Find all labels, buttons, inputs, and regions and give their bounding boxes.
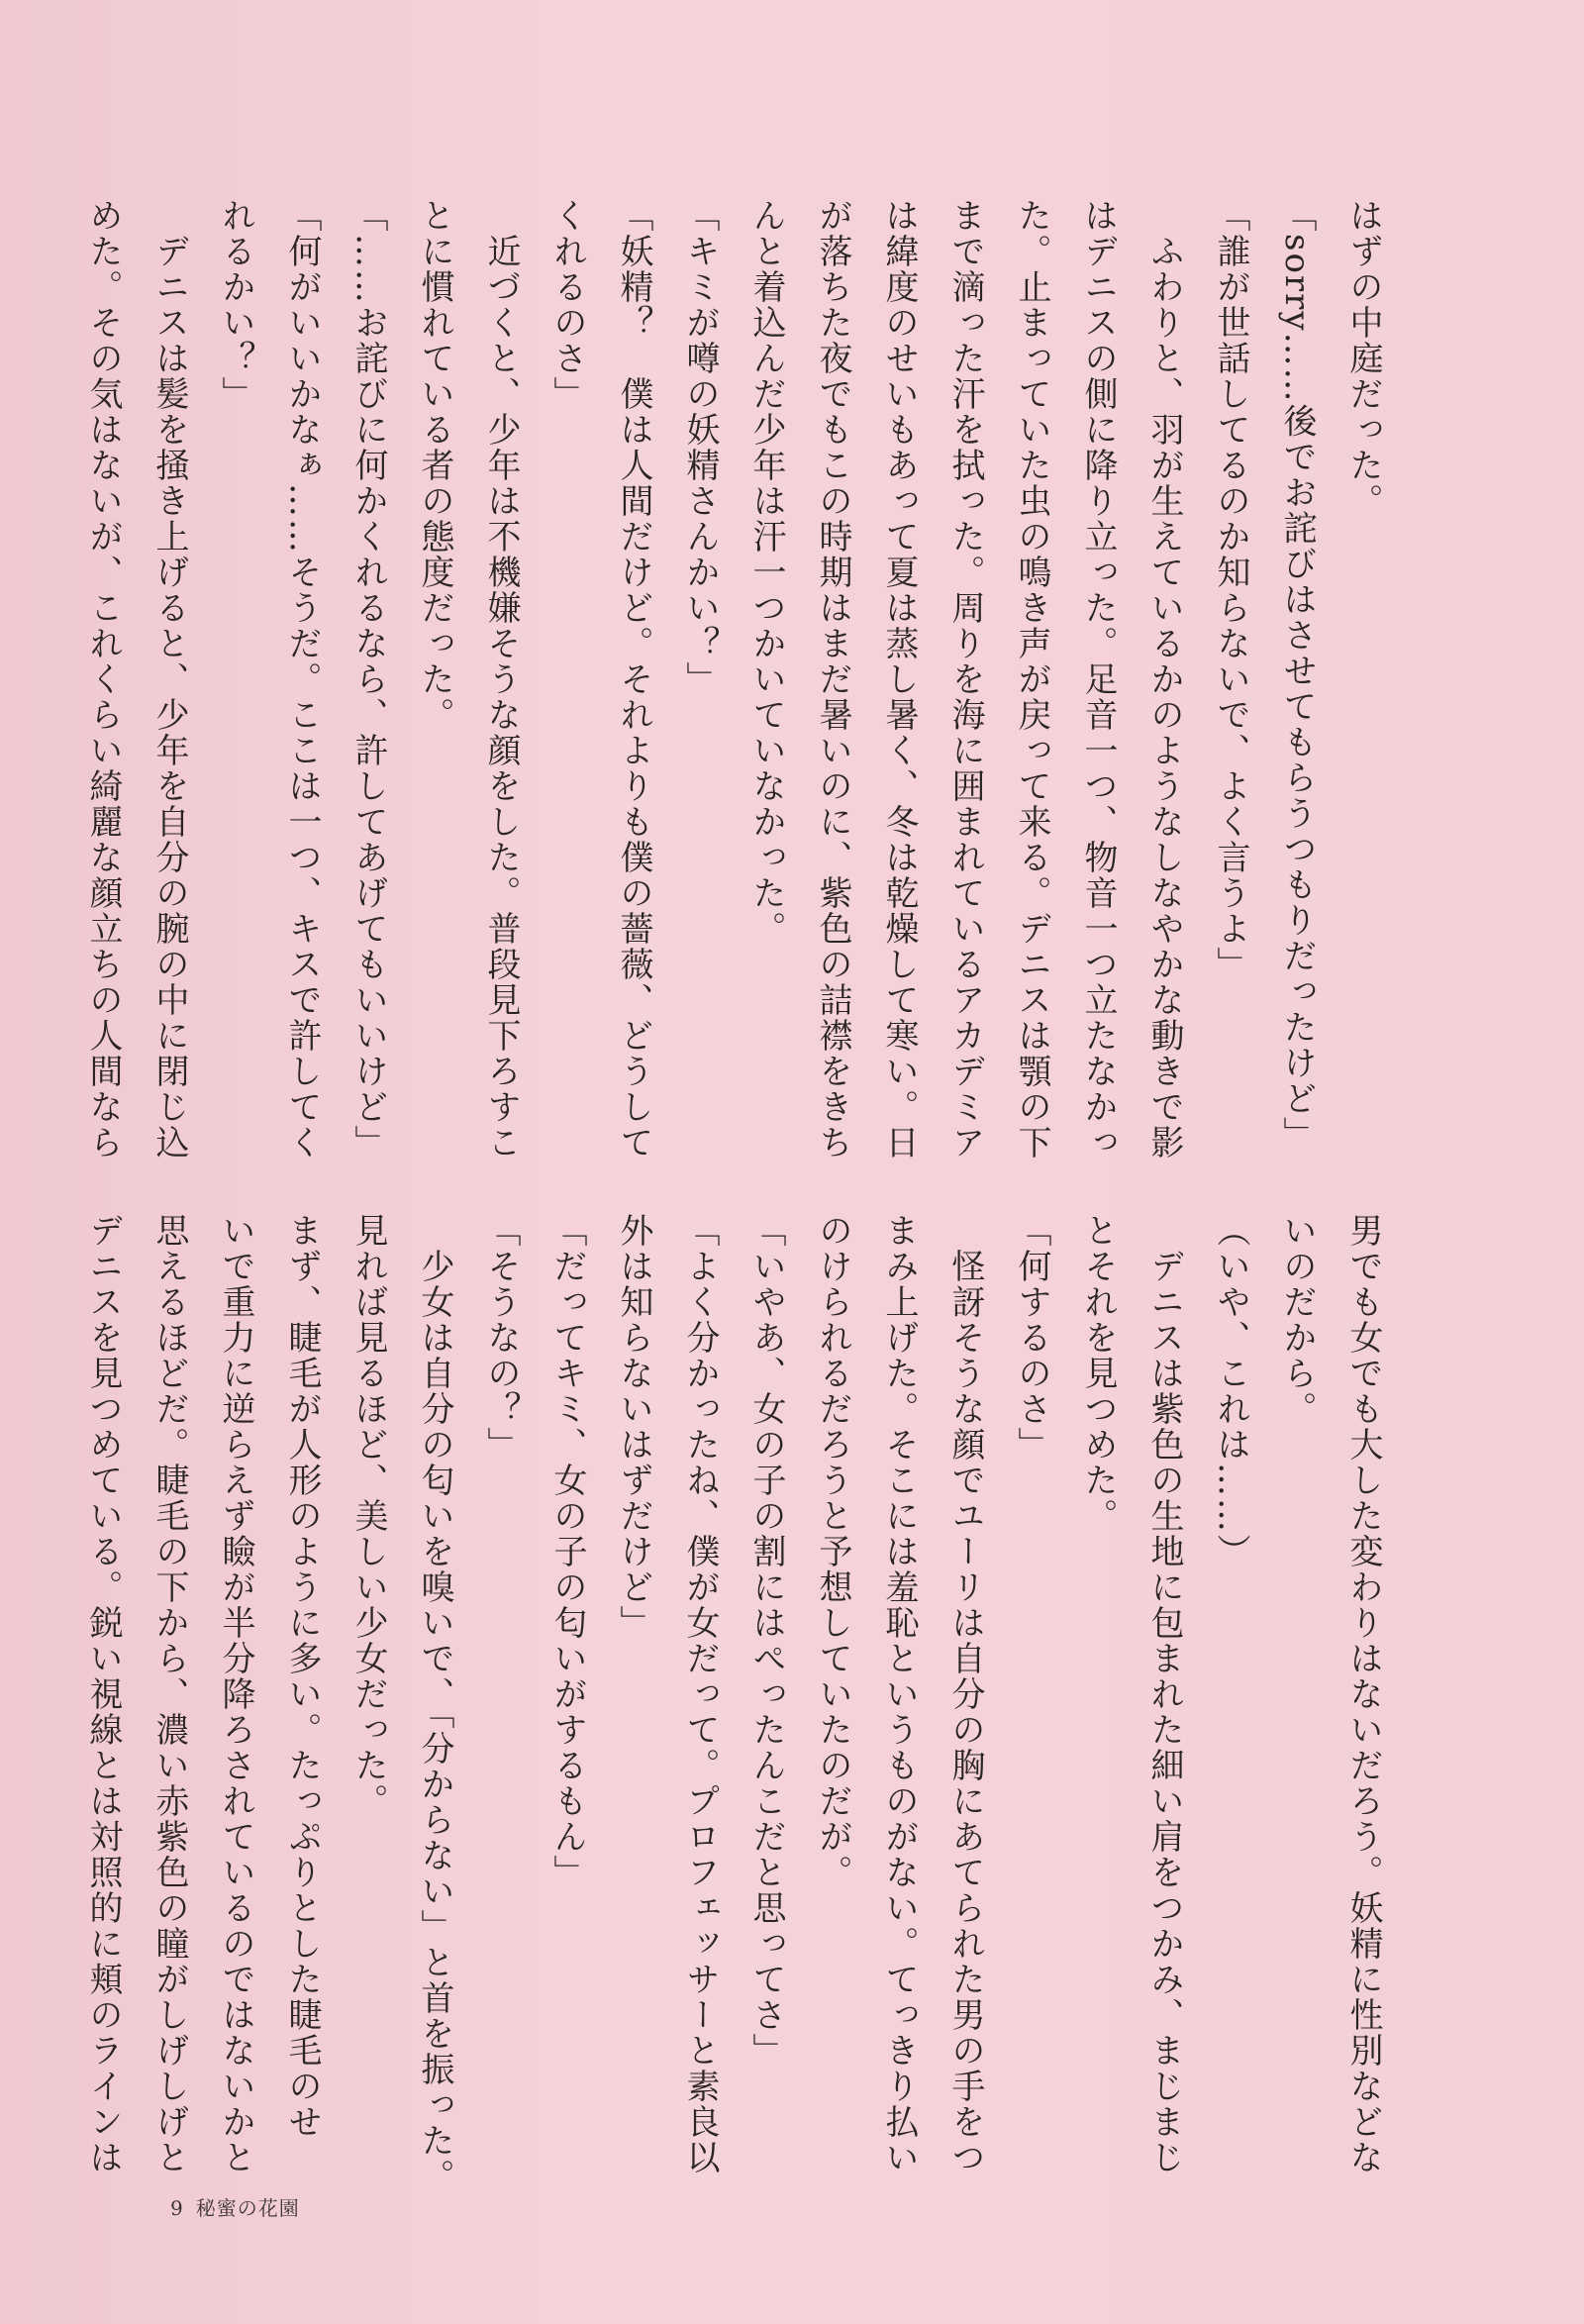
text-line: 「だってキミ、女の子の匂いがするもん」 (547, 1213, 587, 1890)
text-line: （いや、これは……） (1211, 1213, 1250, 1569)
text-line: 少女は自分の匂いを嗅いで、「分からない」と首を振った。 (415, 1213, 454, 2194)
text-line: 「キミが噂の妖精さんかい？」 (680, 198, 720, 697)
text-line: 「誰が世話してるのか知らないで、よく言うよ」 (1211, 198, 1250, 982)
text-line: んと着込んだ少年は汗一つかいていなかった。 (746, 198, 786, 947)
text-line: た。止まっていた虫の鳴き声が戻って来る。デニスは顎の下 (1012, 198, 1051, 1161)
text-line: はずの中庭だった。 (1343, 198, 1383, 519)
text-line: 「sorry……後でお詫びはさせてもらうつもりだったけど」 (1277, 198, 1317, 1153)
text-line: が落ちた夜でもこの時期はまだ暑いのに、紫色の詰襟をきち (813, 198, 852, 1161)
text-block-top (83, 198, 1396, 1161)
text-line: 「何がいいかなぁ……そうだ。ここは一つ、キスで許してく (282, 198, 322, 1161)
text-line: まで滴った汗を拭った。周りを海に囲まれているアカデミア (945, 198, 985, 1161)
text-line: 「何するのさ」 (1012, 1213, 1051, 1463)
text-line: デニスは紫色の生地に包まれた細い肩をつかみ、まじまじ (1144, 1213, 1184, 2175)
text-line: 外は知らないはずだけど」 (614, 1213, 653, 1641)
text-line: 「よく分かったね、僕が女だって。プロフェッサーと素良以 (680, 1213, 720, 2175)
text-line: はデニスの側に降り立った。足音一つ、物音一つ立たなかっ (1078, 198, 1118, 1161)
text-line: 「そうなの？」 (481, 1213, 521, 1463)
text-line: まず、睫毛が人形のように多い。たっぷりとした睫毛のせ (282, 1213, 322, 2140)
book-title: 秘蜜の花園 (195, 2196, 300, 2220)
text-line: 「いやあ、女の子の割にはぺったんこだと思ってさ」 (746, 1213, 786, 2069)
text-line: は緯度のせいもあって夏は蒸し暑く、冬は乾燥して寒い。日 (879, 198, 919, 1161)
text-line: いのだから。 (1277, 1213, 1317, 1427)
text-line: 男でも女でも大した変わりはないだろう。妖精に性別などな (1343, 1213, 1383, 2175)
text-line: 近づくと、少年は不機嫌そうな顔をした。普段見下ろすこ (481, 198, 521, 1161)
text-line: 「……お詫びに何かくれるなら、許してあげてもいいけど」 (348, 198, 388, 1161)
text-line: デニスを見つめている。鋭い視線とは対照的に頬のラインは (83, 1213, 123, 2175)
page-number: 9 (170, 2196, 184, 2220)
text-line: のけられるだろうと予想していたのだが。 (813, 1213, 852, 1890)
text-line: ふわりと、羽が生えているかのようなしなやかな動きで影 (1144, 198, 1184, 1161)
text-line: デニスは髪を掻き上げると、少年を自分の腕の中に閉じ込 (149, 198, 189, 1161)
text-line: れるかい？」 (216, 198, 255, 412)
folio (170, 2192, 300, 2221)
text-line: 見れば見るほど、美しい少女だった。 (348, 1213, 388, 1819)
text-line: とに慣れている者の態度だった。 (415, 198, 454, 733)
text-line: いで重力に逆らえず瞼が半分降ろされているのではないかと (216, 1213, 255, 2175)
text-line: 「妖精？ 僕は人間だけど。それよりも僕の薔薇、どうして (614, 198, 653, 1161)
text-line: 思えるほどだ。睫毛の下から、濃い赤紫色の瞳がしげしげと (149, 1213, 189, 2175)
text-block-bottom (83, 1213, 1396, 2194)
text-line: とそれを見つめた。 (1078, 1213, 1118, 1534)
text-line: まみ上げた。そこには羞恥というものがない。てっきり払い (879, 1213, 919, 2175)
text-line: 怪訝そうな顔でユーリは自分の胸にあてられた男の手をつ (945, 1213, 985, 2175)
text-line: くれるのさ」 (547, 198, 587, 412)
text-line: めた。その気はないが、これくらい綺麗な顔立ちの人間なら (83, 198, 123, 1161)
